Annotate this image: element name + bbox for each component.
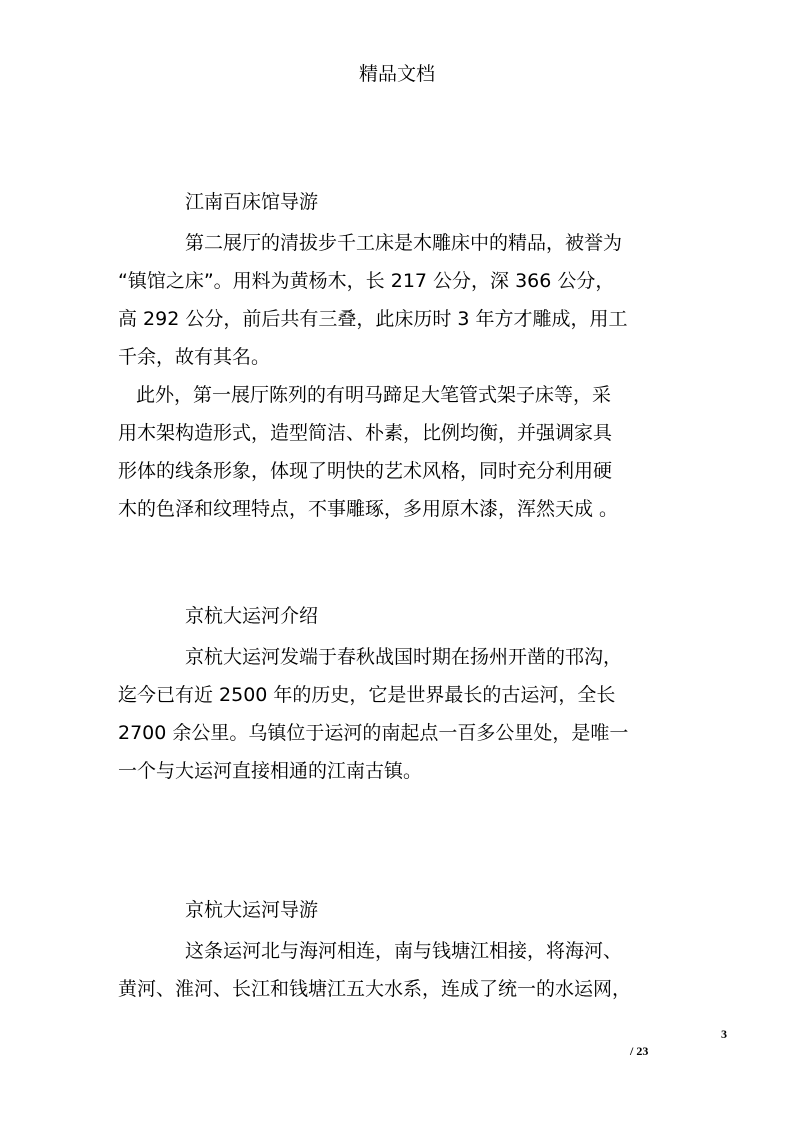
text-line: 2700 余公里。乌镇位于运河的南起点一百多公里处，是唯一 [118, 722, 629, 744]
section-title: 江南百床馆导游 [185, 191, 319, 213]
section-grand-canal-intro [118, 604, 678, 790]
text-line: 木的色泽和纹理特点，不事雕琢，多用原木漆，浑然天成 。 [118, 498, 619, 520]
section-jiangnan-bed-museum [118, 190, 678, 528]
text-line: 此外，第一展厅陈列的有明马蹄足大笔管式架子床等，采 [136, 384, 612, 406]
text-line: 一个与大运河直接相通的江南古镇。 [118, 760, 423, 782]
section-grand-canal-guide [118, 898, 678, 1008]
text-line: 用木架构造形式，造型简洁、朴素，比例均衡，并强调家具 [118, 422, 613, 444]
page-total: / 23 [630, 1044, 649, 1058]
section-body [118, 224, 678, 528]
text-line: 第二展厅的清拔步千工床是木雕床中的精品，被誉为 [185, 232, 623, 254]
text-line: 这条运河北与海河相连，南与钱塘江相接，将海河、 [185, 940, 623, 962]
section-body [118, 638, 678, 790]
text-line: 形体的线条形象，体现了明快的艺术风格，同时充分利用硬 [118, 460, 613, 482]
text-line: 高 292 公分，前后共有三叠，此床历时 3 年方才雕成，用工 [118, 308, 628, 330]
section-title: 京杭大运河导游 [185, 899, 319, 921]
text-line: 京杭大运河发端于春秋战国时期在扬州开凿的邗沟， [185, 646, 623, 668]
text-line: 千余，故有其名。 [118, 346, 271, 368]
page-number: 3 [721, 1027, 727, 1041]
section-body [118, 932, 678, 1008]
section-title: 京杭大运河介绍 [185, 605, 319, 627]
document-header: 精品文档 [358, 63, 435, 85]
text-line: 迄今已有近 2500 年的历史，它是世界最长的古运河，全长 [118, 684, 616, 706]
text-line: 黄河、淮河、长江和钱塘江五大水系，连成了统一的水运网， [118, 978, 632, 1000]
text-line: “镇馆之床”。用料为黄杨木，长 217 公分，深 366 公分， [118, 270, 615, 292]
